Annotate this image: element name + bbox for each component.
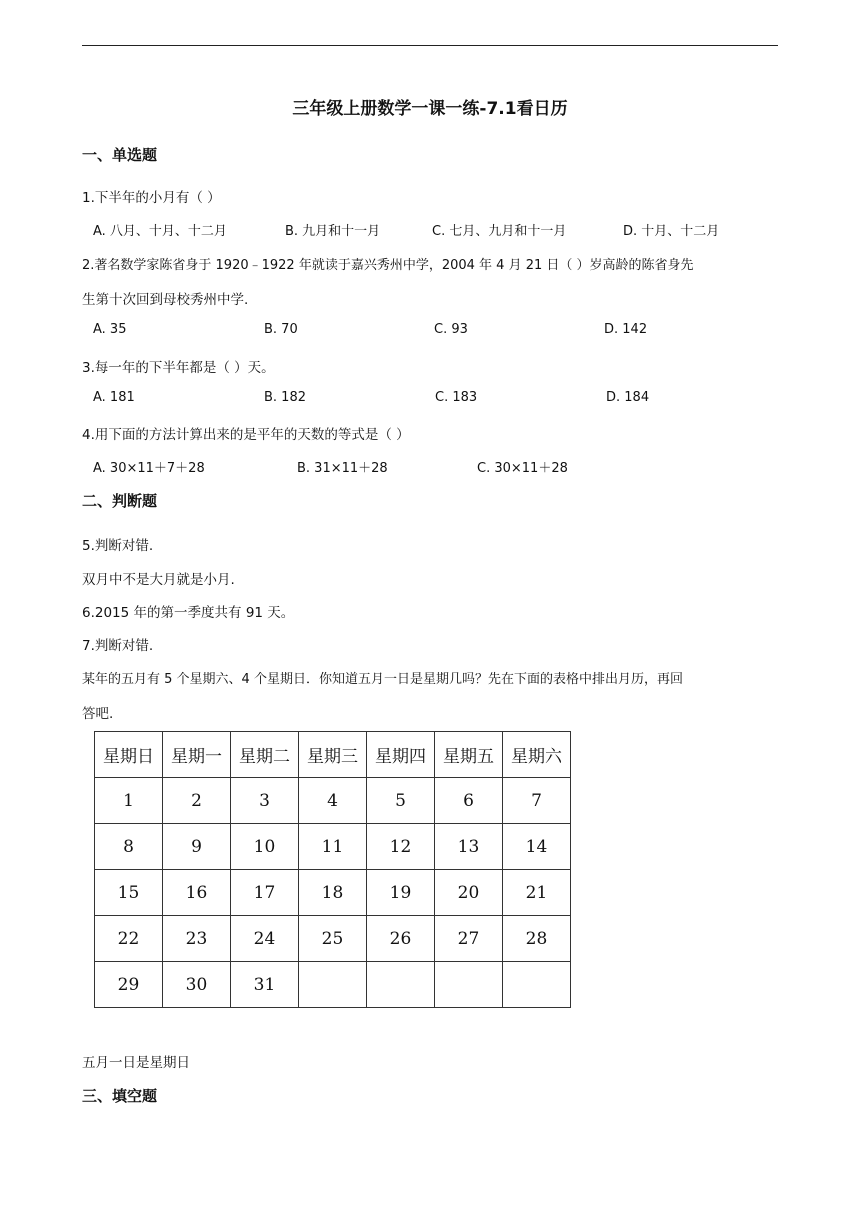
calendar-row [95, 870, 571, 916]
calendar-day-cell: 21 [503, 870, 571, 916]
question-1-option-a: A. 八月、十月、十二月 [93, 224, 227, 239]
question-2-line-2: 生第十次回到母校秀州中学. [82, 292, 249, 308]
question-7-text: 7.判断对错. [82, 638, 154, 654]
question-3-option-d: D. 184 [606, 390, 650, 405]
calendar-day-cell: 8 [95, 824, 163, 870]
calendar-day-cell: 13 [435, 824, 503, 870]
calendar-day-cell: 20 [435, 870, 503, 916]
calendar-day-cell: 23 [163, 916, 231, 962]
question-5-statement: 双月中不是大月就是小月. [82, 572, 235, 588]
calendar-day-cell: 26 [367, 916, 435, 962]
calendar-day-cell: 2 [163, 778, 231, 824]
calendar-day-cell: 31 [231, 962, 299, 1008]
calendar-day-cell: 9 [163, 824, 231, 870]
question-5-text: 5.判断对错. [82, 538, 154, 554]
section-heading-true-false: 二、判断题 [82, 492, 158, 510]
question-3-text: 3.每一年的下半年都是（ ）天。 [82, 360, 275, 376]
calendar-header-cell: 星期二 [231, 732, 299, 778]
calendar-table [94, 731, 571, 1008]
question-4-option-b: B. 31×11＋28 [297, 461, 388, 476]
section-heading-single-choice: 一、单选题 [82, 146, 158, 164]
question-1-text: 1.下半年的小月有（ ） [82, 190, 221, 206]
calendar-header-cell: 星期六 [503, 732, 571, 778]
calendar-row [95, 824, 571, 870]
question-3-option-a: A. 181 [93, 390, 135, 405]
question-3-option-b: B. 182 [264, 390, 306, 405]
calendar-day-cell: 7 [503, 778, 571, 824]
question-3-option-c: C. 183 [435, 390, 478, 405]
question-2-option-a: A. 35 [93, 322, 127, 337]
calendar-day-cell: 6 [435, 778, 503, 824]
calendar-day-cell: 27 [435, 916, 503, 962]
calendar-day-cell: 19 [367, 870, 435, 916]
question-2-option-b: B. 70 [264, 322, 298, 337]
header-rule [82, 45, 778, 46]
calendar-day-cell: 10 [231, 824, 299, 870]
calendar-row [95, 916, 571, 962]
calendar-day-cell: 29 [95, 962, 163, 1008]
question-1-option-b: B. 九月和十一月 [285, 224, 381, 239]
calendar-header-cell: 星期五 [435, 732, 503, 778]
calendar-header-cell: 星期三 [299, 732, 367, 778]
calendar-day-cell: 5 [367, 778, 435, 824]
calendar-header-cell: 星期日 [95, 732, 163, 778]
question-2-line-1: 2.著名数学家陈省身于 1920﹣1922 年就读于嘉兴秀州中学，2004 年 4 月 21 日（ ）岁高龄的陈省身先 [82, 258, 694, 273]
question-4-option-a: A. 30×11＋7＋28 [93, 461, 205, 476]
question-4-text: 4.用下面的方法计算出来的是平年的天数的等式是（ ） [82, 427, 410, 443]
calendar-row [95, 778, 571, 824]
question-7-line-2: 答吧. [82, 706, 114, 722]
calendar-day-cell: 4 [299, 778, 367, 824]
calendar-day-cell: 14 [503, 824, 571, 870]
calendar-header-cell: 星期四 [367, 732, 435, 778]
calendar-header-cell: 星期一 [163, 732, 231, 778]
question-7-answer: 五月一日是星期日 [82, 1055, 190, 1071]
question-4-option-c: C. 30×11＋28 [477, 461, 568, 476]
calendar-day-cell: 25 [299, 916, 367, 962]
calendar-day-cell: 30 [163, 962, 231, 1008]
calendar-day-cell: 24 [231, 916, 299, 962]
calendar-day-cell: 22 [95, 916, 163, 962]
page-title: 三年级上册数学一课一练-7.1看日历 [292, 99, 568, 119]
calendar-day-cell [367, 962, 435, 1008]
section-heading-fill-blank: 三、填空题 [82, 1087, 158, 1105]
calendar-day-cell [299, 962, 367, 1008]
question-2-option-c: C. 93 [434, 322, 468, 337]
calendar-day-cell: 15 [95, 870, 163, 916]
calendar-day-cell: 28 [503, 916, 571, 962]
question-6-text: 6.2015 年的第一季度共有 91 天。 [82, 605, 295, 621]
calendar-day-cell: 12 [367, 824, 435, 870]
question-1-option-d: D. 十月、十二月 [623, 224, 720, 239]
question-7-line-1: 某年的五月有 5 个星期六、4 个星期日．你知道五月一日是星期几吗？先在下面的表格中排出月历，再回 [82, 672, 683, 687]
question-2-option-d: D. 142 [604, 322, 648, 337]
calendar-day-cell: 16 [163, 870, 231, 916]
calendar-day-cell: 3 [231, 778, 299, 824]
calendar-day-cell: 18 [299, 870, 367, 916]
calendar-header-row [95, 732, 571, 778]
calendar-day-cell [503, 962, 571, 1008]
calendar-row [95, 962, 571, 1008]
calendar-day-cell: 1 [95, 778, 163, 824]
question-1-option-c: C. 七月、九月和十一月 [432, 224, 567, 239]
calendar-day-cell: 11 [299, 824, 367, 870]
calendar-day-cell: 17 [231, 870, 299, 916]
calendar-day-cell [435, 962, 503, 1008]
